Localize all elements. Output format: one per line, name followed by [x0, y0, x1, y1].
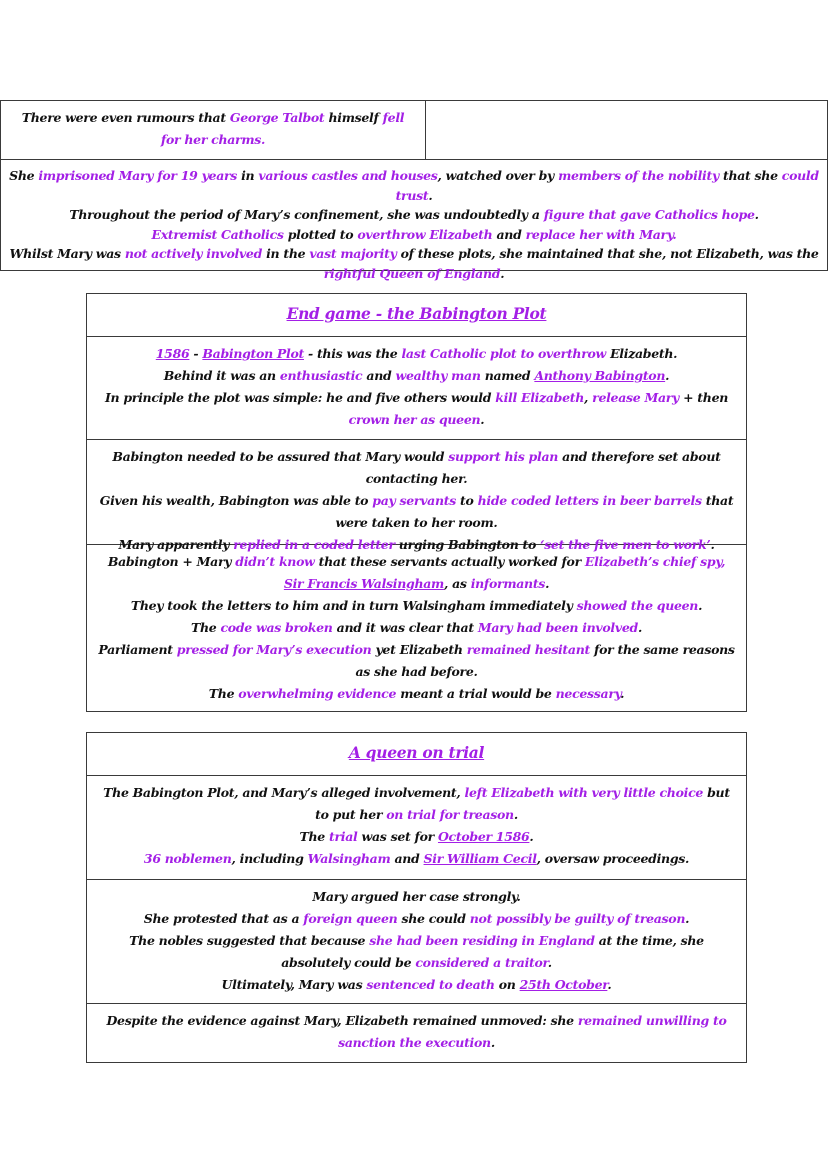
highlighted-text: October 1586	[437, 829, 530, 844]
highlighted-text: last Catholic plot to overthrow	[401, 346, 607, 361]
imprisonment-cell	[1, 159, 827, 289]
babington-cell-2	[87, 439, 746, 552]
text: himself	[324, 110, 383, 125]
text: that she	[718, 168, 782, 183]
text: The nobles suggested that because	[129, 933, 370, 948]
text: to	[455, 493, 478, 508]
text: Behind it was an	[163, 368, 280, 383]
highlighted-text: imprisoned Mary for 19 years	[38, 168, 238, 183]
highlighted-text: she had been residing in England	[369, 933, 595, 948]
text: .	[685, 911, 690, 926]
text: and	[492, 226, 526, 242]
highlighted-text: Mary had been involved	[477, 620, 638, 635]
text-line	[97, 826, 736, 848]
queen-on-trial-section	[86, 732, 747, 1063]
highlighted-text: overthrow Elizabeth	[357, 226, 493, 242]
text: that these servants actually worked for	[314, 554, 585, 569]
text: .	[428, 187, 433, 203]
text: .	[698, 598, 703, 613]
trial-cell-3	[87, 1003, 746, 1060]
highlighted-text: informants	[470, 576, 546, 591]
highlighted-text: Anthony Babington	[534, 368, 666, 383]
text: They took the letters to him and in turn Walsingham immediately	[130, 598, 577, 613]
highlighted-text: 25th October	[519, 977, 608, 992]
text: at the time, she absolutely could be	[281, 933, 704, 970]
text-line	[97, 617, 736, 639]
text: on	[494, 977, 520, 992]
trial-cell-1	[87, 775, 746, 879]
highlighted-text: Sir Francis Walsingham	[283, 576, 444, 591]
highlighted-text: enthusiastic	[279, 368, 363, 383]
text: Mary argued her case strongly.	[312, 889, 521, 904]
text: Despite the evidence against Mary, Elizabeth remained unmoved: she	[106, 1013, 578, 1028]
highlighted-text: release Mary	[592, 390, 680, 405]
text: and	[390, 851, 424, 866]
text: named	[480, 368, 535, 383]
highlighted-text: kill Elizabeth	[495, 390, 585, 405]
text: .	[710, 537, 715, 552]
highlighted-text: replace her with Mary.	[525, 226, 677, 242]
text: .	[620, 686, 625, 701]
text-line	[97, 782, 736, 826]
text: The Babington Plot, and Mary’s alleged involvement,	[103, 785, 465, 800]
highlighted-text: Walsingham	[307, 851, 391, 866]
text: she could	[397, 911, 470, 926]
highlighted-text: crown her as queen	[348, 412, 481, 427]
highlighted-text: could trust	[395, 168, 819, 203]
highlighted-text: Babington Plot	[202, 346, 304, 361]
text-line	[97, 639, 736, 683]
highlighted-text: pay servants	[372, 493, 456, 508]
text: and therefore set about contacting her.	[365, 449, 721, 486]
text: The	[299, 829, 330, 844]
text: plotted to	[283, 226, 358, 242]
text: in the	[262, 246, 310, 261]
highlighted-text: vast majority	[309, 246, 397, 261]
text: .	[480, 412, 485, 427]
top-table	[0, 100, 828, 281]
text: , including	[231, 851, 308, 866]
section-title: A queen on trial	[348, 743, 485, 762]
text-line	[97, 595, 736, 617]
text-line	[97, 490, 736, 534]
text-line	[97, 848, 736, 870]
text: , watched over by	[437, 168, 559, 183]
highlighted-text: support his plan	[448, 449, 559, 464]
highlighted-text: hide coded letters in beer barrels	[477, 493, 702, 508]
empty-cell	[426, 101, 827, 159]
text-line	[97, 446, 736, 490]
trial-cell-2	[87, 879, 746, 1003]
text: .	[513, 807, 518, 822]
text-line	[97, 974, 736, 996]
text: .	[637, 620, 642, 635]
top-table-row-1	[1, 101, 827, 159]
text-line	[97, 365, 736, 387]
highlighted-text: ‘set the five men to work’	[540, 537, 711, 552]
text: Whilst Mary was	[9, 246, 125, 261]
highlighted-text: not actively involved	[124, 246, 263, 261]
rumours-line	[21, 107, 405, 151]
highlighted-text: remained hesitant	[466, 642, 590, 657]
text: Given his wealth, Babington was able to	[99, 493, 373, 508]
text: urging Babington to	[394, 537, 541, 552]
text: Ultimately, Mary was	[221, 977, 367, 992]
highlighted-text: overwhelming evidence	[238, 686, 397, 701]
text-line	[9, 166, 819, 205]
highlighted-text: rightful Queen of England	[323, 265, 501, 281]
text: that were taken to her room.	[335, 493, 734, 530]
text: The	[208, 686, 239, 701]
highlighted-text: George Talbot	[229, 110, 325, 125]
text-line	[9, 205, 819, 225]
text-line	[97, 1010, 736, 1054]
highlighted-text: figure that gave Catholics hope	[543, 207, 755, 222]
highlighted-text: replied in a coded letter	[233, 537, 395, 552]
text: Throughout the period of Mary’s confinement, she was undoubtedly a	[69, 207, 544, 222]
highlighted-text: Elizabeth’s chief spy,	[584, 554, 726, 569]
highlighted-text: on trial for treason	[386, 807, 514, 822]
highlighted-text: 36 noblemen	[143, 851, 232, 866]
highlighted-text: various castles and houses	[258, 168, 438, 183]
text-line	[9, 225, 819, 245]
text: .	[490, 1035, 495, 1050]
rumours-cell	[1, 101, 426, 159]
highlighted-text: pressed for Mary’s execution	[176, 642, 372, 657]
text: She protested that as a	[143, 911, 304, 926]
highlighted-text: remained unwilling to sanction the execution	[338, 1013, 727, 1050]
text: and it was clear that	[332, 620, 478, 635]
highlighted-text: members of the nobility	[558, 168, 719, 183]
text: Elizabeth.	[606, 346, 678, 361]
text: of these plots, she maintained that she, not Elizabeth, was the	[396, 246, 819, 261]
text: .	[607, 977, 612, 992]
text: In principle the plot was simple: he and five others would	[104, 390, 496, 405]
text: Babington needed to be assured that Mary would	[112, 449, 449, 464]
text-line	[97, 908, 736, 930]
text: ,	[584, 390, 593, 405]
text: .	[665, 368, 670, 383]
babington-plot-section	[86, 293, 747, 712]
text: .	[754, 207, 759, 222]
babington-cell-1	[87, 336, 746, 439]
highlighted-text: showed the queen	[576, 598, 699, 613]
highlighted-text: not possibly be guilty of treason	[469, 911, 686, 926]
highlighted-text: 1586	[155, 346, 190, 361]
text: -	[189, 346, 203, 361]
text: , oversaw proceedings.	[536, 851, 690, 866]
text-line	[97, 886, 736, 908]
text: Babington + Mary	[107, 554, 236, 569]
text: + then	[679, 390, 729, 405]
text: was set for	[357, 829, 438, 844]
highlighted-text: foreign queen	[303, 911, 398, 926]
highlighted-text: sentenced to death	[366, 977, 495, 992]
text: yet Elizabeth	[371, 642, 467, 657]
text: She	[9, 168, 39, 183]
text-line	[97, 343, 736, 365]
text-line	[97, 551, 736, 595]
text: .	[545, 576, 550, 591]
highlighted-text: fell for her charms.	[160, 110, 405, 147]
highlighted-text: Extremist Catholics	[151, 226, 284, 242]
text-line	[97, 387, 736, 431]
text: but to put her	[315, 785, 730, 822]
text: .	[529, 829, 534, 844]
text-line	[97, 683, 736, 705]
text: - this was the	[303, 346, 402, 361]
text: for the same reasons as she had before.	[355, 642, 735, 679]
highlighted-text: Sir William Cecil	[423, 851, 537, 866]
text: , as	[443, 576, 471, 591]
text: meant a trial would be	[396, 686, 556, 701]
text-line	[9, 244, 819, 283]
text: .	[547, 955, 552, 970]
text: in	[237, 168, 259, 183]
highlighted-text: code was broken	[220, 620, 333, 635]
section-title: End game - the Babington Plot	[286, 304, 547, 323]
text: .	[500, 265, 505, 281]
text-line	[97, 930, 736, 974]
highlighted-text: considered a traitor	[415, 955, 548, 970]
text: Mary apparently	[118, 537, 234, 552]
text: and	[362, 368, 396, 383]
text: The	[190, 620, 221, 635]
highlighted-text: left Elizabeth with very little choice	[464, 785, 704, 800]
highlighted-text: wealthy man	[395, 368, 481, 383]
highlighted-text: necessary	[555, 686, 621, 701]
text: There were even rumours that	[21, 110, 230, 125]
text: Parliament	[98, 642, 177, 657]
babington-cell-3	[87, 544, 746, 711]
highlighted-text: didn’t know	[235, 554, 315, 569]
highlighted-text: trial	[329, 829, 358, 844]
